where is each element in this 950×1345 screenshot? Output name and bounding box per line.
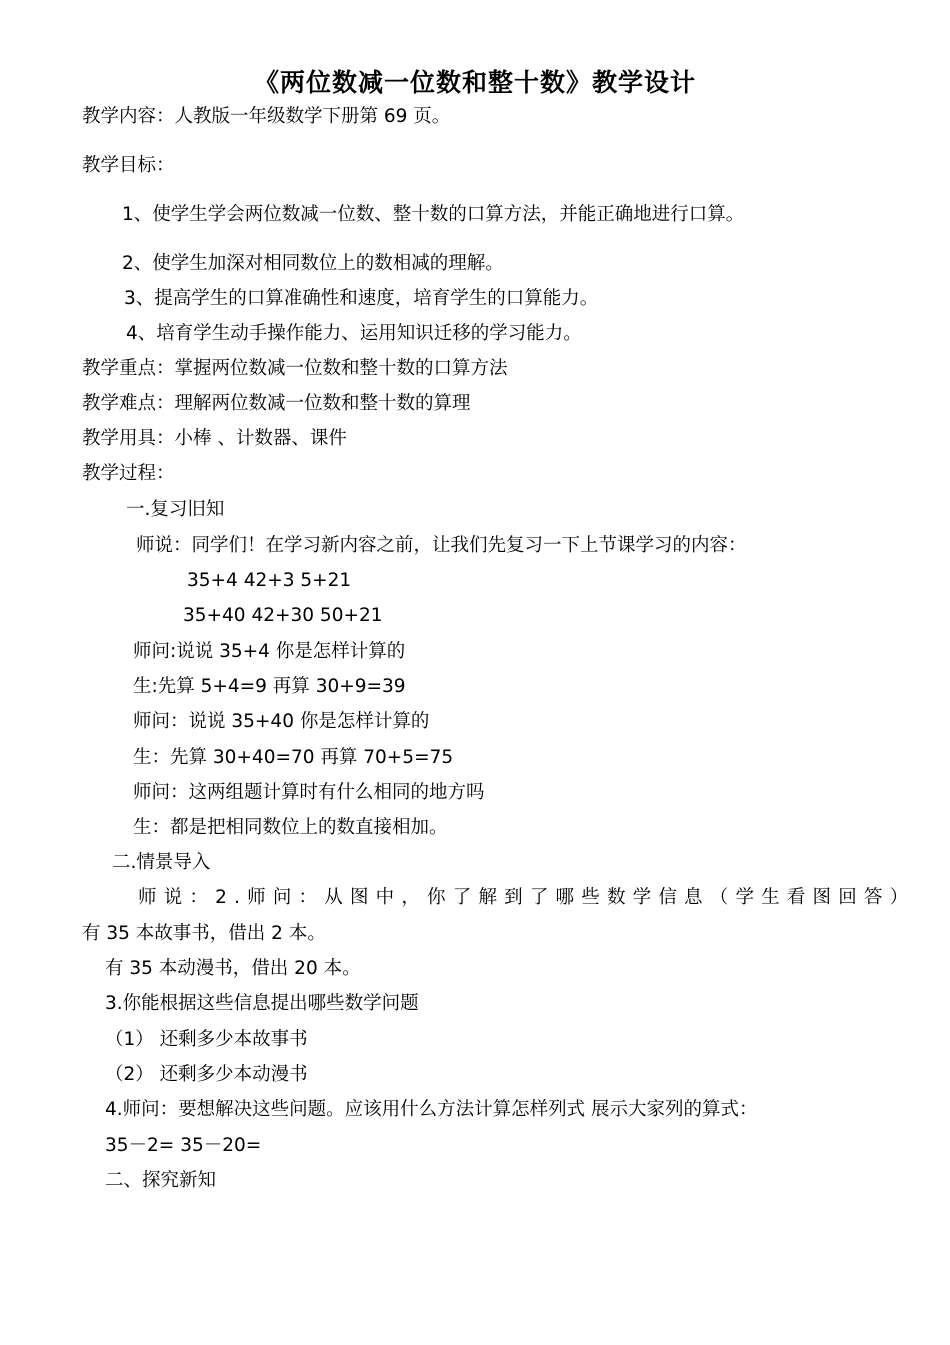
teacher-asks-2: 师问：说说 35+40 你是怎样计算的 bbox=[133, 711, 430, 732]
student-answer-2: 生：先算 30+40=70 再算 70+5=75 bbox=[133, 747, 454, 768]
teacher-asks-3: 师问：这两组题计算时有什么相同的地方吗 bbox=[133, 782, 485, 803]
teaching-process-heading: 教学过程： bbox=[82, 463, 175, 484]
section-review-heading: 一.复习旧知 bbox=[126, 499, 225, 520]
goal-item-2: 2、使学生加深对相同数位上的数相减的理解。 bbox=[122, 253, 504, 274]
info-comic-books: 有 35 本动漫书，借出 20 本。 bbox=[105, 958, 361, 979]
student-answer-3: 生：都是把相同数位上的数直接相加。 bbox=[133, 817, 448, 838]
goal-item-1: 1、使学生学会两位数减一位数、整十数的口算方法，并能正确地进行口算。 bbox=[122, 204, 745, 225]
teaching-content-line: 教学内容：人教版一年级数学下册第 69 页。 bbox=[82, 106, 451, 127]
question-item-2: （2） 还剩多少本动漫书 bbox=[105, 1064, 308, 1085]
equations-line: 35－2= 35－20= bbox=[105, 1135, 262, 1156]
goal-item-3: 3、提高学生的口算准确性和速度，培育学生的口算能力。 bbox=[124, 288, 599, 309]
teaching-difficulty: 教学难点：理解两位数减一位数和整十数的算理 bbox=[82, 393, 471, 414]
teaching-key-point: 教学重点：掌握两位数减一位数和整十数的口算方法 bbox=[82, 358, 508, 379]
section-scene-heading: 二.情景导入 bbox=[112, 852, 211, 873]
teaching-tools: 教学用具：小棒 、计数器、课件 bbox=[82, 428, 347, 449]
review-exercise-row-2: 35+40 42+30 50+21 bbox=[183, 605, 383, 626]
question-prompt: 3.你能根据这些信息提出哪些数学问题 bbox=[105, 993, 419, 1014]
question-item-1: （1） 还剩多少本故事书 bbox=[105, 1029, 308, 1050]
teacher-asks-1: 师问:说说 35+4 你是怎样计算的 bbox=[133, 641, 406, 662]
review-exercise-row-1: 35+4 42+3 5+21 bbox=[187, 570, 352, 591]
teacher-says-review: 师说：同学们！在学习新内容之前，让我们先复习一下上节课学习的内容： bbox=[136, 535, 747, 556]
teacher-asks-method: 4.师问：要想解决这些问题。应该用什么方法计算怎样列式 展示大家列的算式： bbox=[105, 1099, 758, 1120]
info-story-books: 有 35 本故事书，借出 2 本。 bbox=[82, 923, 326, 944]
student-answer-1: 生:先算 5+4=9 再算 30+9=39 bbox=[133, 676, 406, 697]
teaching-goals-heading: 教学目标： bbox=[82, 155, 175, 176]
goal-item-4: 4、培育学生动手操作能力、运用知识迁移的学习能力。 bbox=[126, 323, 582, 344]
section-explore-heading: 二、探究新知 bbox=[105, 1170, 217, 1191]
document-title: 《两位数减一位数和整十数》教学设计 bbox=[253, 68, 696, 97]
teacher-says-scene: 师说：2.师问：从图中，你了解到了哪些数学信息（学生看图回答） bbox=[138, 887, 916, 908]
